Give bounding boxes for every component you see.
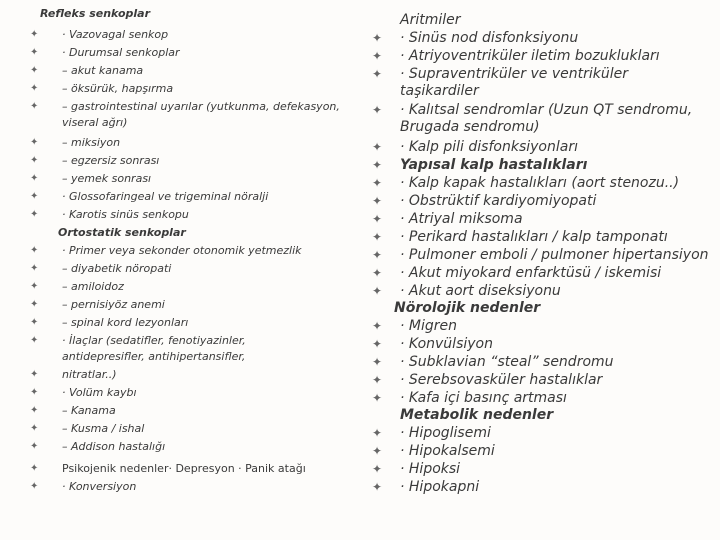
bullet-icon: ✦ xyxy=(372,391,383,405)
right-item-text: · Atriyal miksoma xyxy=(400,211,523,227)
bullet-icon: ✦ xyxy=(372,266,383,280)
right-list-item xyxy=(360,229,720,247)
right-list-item xyxy=(360,283,720,301)
bullet-icon: ✦ xyxy=(30,29,39,40)
bullet-icon: ✦ xyxy=(372,319,383,333)
left-item-text: · Volüm kaybı xyxy=(62,386,137,399)
left-item-text: · Karotis sinüs senkopu xyxy=(62,208,189,221)
right-item-text: · Kalp kapak hastalıkları (aort stenozu..) xyxy=(400,175,680,191)
bullet-icon: ✦ xyxy=(372,373,383,387)
left-item-text: · İlaçlar (sedatifler, fenotiyazinler, xyxy=(62,334,246,347)
bullet-icon: ✦ xyxy=(30,299,39,310)
left-list-item xyxy=(0,480,360,498)
right-list-item xyxy=(360,461,720,479)
right-item-text: · Atriyoventriküler iletim bozuklukları xyxy=(400,48,660,64)
right-item-text: · Kafa içi basınç artması xyxy=(400,390,567,406)
left-list-item xyxy=(0,262,360,280)
bullet-icon: ✦ xyxy=(30,191,39,202)
right-item-text: · Hipokalsemi xyxy=(400,443,495,459)
bullet-icon: ✦ xyxy=(30,317,39,328)
right-item-text: Metabolik nedenler xyxy=(400,407,554,423)
right-item-text: · Supraventriküler ve ventriküler xyxy=(400,66,628,82)
left-list-item xyxy=(0,280,360,298)
bullet-icon: ✦ xyxy=(372,103,383,117)
right-list-item xyxy=(360,157,720,175)
bullet-icon: ✦ xyxy=(372,176,383,190)
bullet-icon: ✦ xyxy=(30,387,39,398)
bullet-icon: ✦ xyxy=(372,426,383,440)
bullet-icon: ✦ xyxy=(30,65,39,76)
left-item-text: – Kusma / ishal xyxy=(62,422,145,435)
left-item-text: viseral ağrı) xyxy=(62,116,128,129)
right-item-text: · Serebsovasküler hastalıklar xyxy=(400,372,603,388)
bullet-icon: ✦ xyxy=(372,49,383,63)
right-item-text: · Kalp pili disfonksiyonları xyxy=(400,139,578,155)
right-item-text: · Hipoglisemi xyxy=(400,425,491,441)
left-item-text: · Vazovagal senkop xyxy=(62,28,169,41)
left-item-text: – amiloidoz xyxy=(62,280,124,293)
bullet-icon: ✦ xyxy=(372,444,383,458)
bullet-icon: ✦ xyxy=(30,405,39,416)
bullet-icon: ✦ xyxy=(372,158,383,172)
left-item-text: – Kanama xyxy=(62,404,116,417)
left-item-text: Ortostatik senkoplar xyxy=(58,226,186,239)
right-list-item xyxy=(360,247,720,265)
bullet-icon: ✦ xyxy=(30,47,39,58)
right-item-text: · Pulmoner emboli / pulmoner hipertansiyon xyxy=(400,247,709,263)
right-list-item xyxy=(360,119,720,137)
left-item-text: – Addison hastalığı xyxy=(62,440,166,453)
bullet-icon: ✦ xyxy=(30,441,39,452)
left-list-item xyxy=(0,116,360,134)
left-item-text: Psikojenik nedenler· Depresyon · Panik atağı xyxy=(62,462,306,475)
left-item-text: · Durumsal senkoplar xyxy=(62,46,180,59)
bullet-icon: ✦ xyxy=(30,137,39,148)
right-list-item xyxy=(360,336,720,354)
left-list-item xyxy=(0,82,360,100)
left-item-text: – yemek sonrası xyxy=(62,172,152,185)
bullet-icon: ✦ xyxy=(30,369,39,380)
right-list-item xyxy=(360,318,720,336)
bullet-icon: ✦ xyxy=(30,335,39,346)
left-item-text: – egzersiz sonrası xyxy=(62,154,160,167)
bullet-icon: ✦ xyxy=(30,173,39,184)
left-list-item xyxy=(0,244,360,262)
right-list-item xyxy=(360,83,720,101)
right-list-item xyxy=(360,12,720,30)
left-item-text: – gastrointestinal uyarılar (yutkunma, defekasyon, xyxy=(62,100,340,113)
right-list-item xyxy=(360,300,720,318)
bullet-icon: ✦ xyxy=(30,209,39,220)
left-list-item xyxy=(0,154,360,172)
right-list-item xyxy=(360,407,720,425)
left-item-text: – akut kanama xyxy=(62,64,144,77)
right-item-text: · Sinüs nod disfonksiyonu xyxy=(400,30,579,46)
left-list-item xyxy=(0,386,360,404)
right-item-text: · Kalıtsal sendromlar (Uzun QT sendromu, xyxy=(400,102,693,118)
right-list-item xyxy=(360,479,720,497)
right-item-text: · Subklavian “steal” sendromu xyxy=(400,354,614,370)
left-list-item xyxy=(0,404,360,422)
bullet-icon: ✦ xyxy=(30,423,39,434)
bullet-icon: ✦ xyxy=(30,245,39,256)
bullet-icon: ✦ xyxy=(372,67,383,81)
left-item-text: · Primer veya sekonder otonomik yetmezlik xyxy=(62,244,302,257)
right-list-item xyxy=(360,211,720,229)
bullet-icon: ✦ xyxy=(30,155,39,166)
bullet-icon: ✦ xyxy=(372,284,383,298)
left-item-text: – diyabetik nöropati xyxy=(62,262,172,275)
left-item-text: nitratlar..) xyxy=(62,368,117,381)
right-list-item xyxy=(360,265,720,283)
right-list-item xyxy=(360,102,720,120)
left-list-item xyxy=(0,316,360,334)
left-item-text: – miksiyon xyxy=(62,136,121,149)
bullet-icon: ✦ xyxy=(372,248,383,262)
left-list-item xyxy=(0,190,360,208)
left-list-item xyxy=(0,422,360,440)
left-list-item xyxy=(0,368,360,386)
right-item-text: Nörolojik nedenler xyxy=(394,300,541,316)
right-list-item xyxy=(360,30,720,48)
left-item-text: antidepresifler, antihipertansifler, xyxy=(62,350,246,363)
bullet-icon: ✦ xyxy=(372,462,383,476)
left-list-item xyxy=(0,172,360,190)
bullet-icon: ✦ xyxy=(30,281,39,292)
right-item-text: · Hipoksi xyxy=(400,461,461,477)
left-list-item xyxy=(0,46,360,64)
bullet-icon: ✦ xyxy=(372,31,383,45)
right-item-text: taşikardiler xyxy=(400,83,479,99)
left-list-item xyxy=(0,208,360,226)
right-item-text: · Konvülsiyon xyxy=(400,336,493,352)
right-item-text: · Obstrüktif kardiyomiyopati xyxy=(400,193,597,209)
right-list-item xyxy=(360,139,720,157)
right-item-text: · Hipokapni xyxy=(400,479,480,495)
left-item-text: – spinal kord lezyonları xyxy=(62,316,189,329)
left-list-item xyxy=(0,28,360,46)
left-list-item xyxy=(0,462,360,480)
right-list-item xyxy=(360,193,720,211)
left-title xyxy=(40,7,150,21)
right-list-item xyxy=(360,443,720,461)
right-item-text: · Migren xyxy=(400,318,457,334)
bullet-icon: ✦ xyxy=(372,337,383,351)
bullet-icon: ✦ xyxy=(372,212,383,226)
right-list-item xyxy=(360,175,720,193)
right-list-item xyxy=(360,354,720,372)
bullet-icon: ✦ xyxy=(372,355,383,369)
left-title-text: Refleks senkoplar xyxy=(40,7,151,20)
bullet-icon: ✦ xyxy=(372,140,383,154)
left-list-item xyxy=(0,350,360,368)
right-item-text: Yapısal kalp hastalıkları xyxy=(400,157,588,173)
left-item-text: – pernisiyöz anemi xyxy=(62,298,165,311)
bullet-icon: ✦ xyxy=(372,194,383,208)
right-list-item xyxy=(360,390,720,408)
left-list-item xyxy=(0,298,360,316)
left-list-item xyxy=(0,226,360,244)
left-item-text: – öksürük, hapşırma xyxy=(62,82,174,95)
right-list-item xyxy=(360,425,720,443)
bullet-icon: ✦ xyxy=(30,481,39,492)
right-list-item xyxy=(360,48,720,66)
bullet-icon: ✦ xyxy=(30,263,39,274)
left-item-text: · Konversiyon xyxy=(62,480,137,493)
left-list-item xyxy=(0,440,360,458)
bullet-icon: ✦ xyxy=(372,230,383,244)
right-item-text: · Akut miyokard enfarktüsü / iskemisi xyxy=(400,265,662,281)
right-list-item xyxy=(360,66,720,84)
left-list-item xyxy=(0,136,360,154)
bullet-icon: ✦ xyxy=(30,83,39,94)
right-list-item xyxy=(360,372,720,390)
right-item-text: Aritmiler xyxy=(400,12,461,28)
right-item-text: · Akut aort diseksiyonu xyxy=(400,283,561,299)
bullet-icon: ✦ xyxy=(372,480,383,494)
left-list-item xyxy=(0,64,360,82)
bullet-icon: ✦ xyxy=(30,101,39,112)
right-item-text: Brugada sendromu) xyxy=(400,119,540,135)
right-item-text: · Perikard hastalıkları / kalp tamponatı xyxy=(400,229,668,245)
left-item-text: · Glossofaringeal ve trigeminal nöralji xyxy=(62,190,269,203)
bullet-icon: ✦ xyxy=(30,463,39,474)
